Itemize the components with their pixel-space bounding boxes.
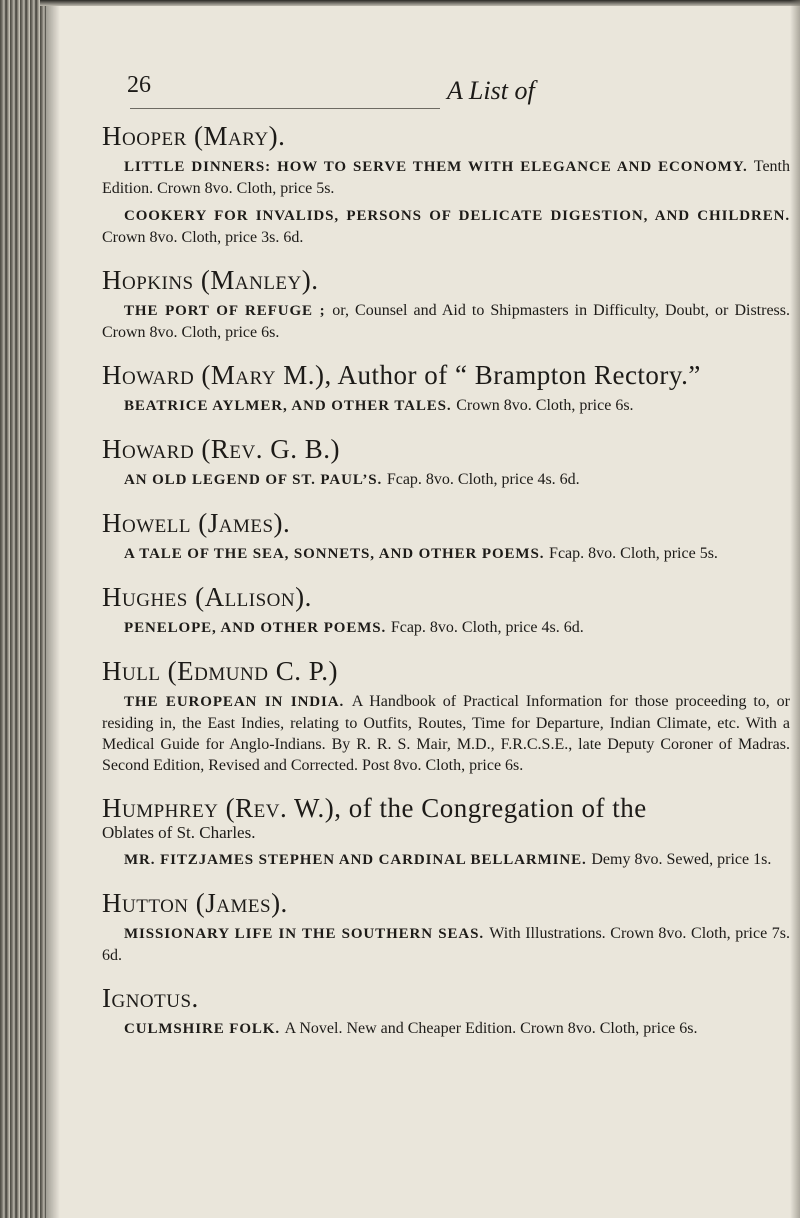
work-listing bbox=[100, 849, 790, 871]
author-heading: Hughes (Allison). bbox=[102, 582, 312, 612]
author-heading: Hopkins (Manley). bbox=[102, 265, 319, 295]
work-title: CULMSHIRE FOLK. bbox=[124, 1021, 285, 1037]
work-details: A Novel. New and Cheaper Edition. Crown 8vo. Cloth, price 6s. bbox=[284, 1020, 698, 1037]
author-affiliation: Oblates of St. Charles. bbox=[102, 823, 256, 842]
catalogue-entries bbox=[100, 118, 790, 1054]
work-title: A TALE OF THE SEA, SONNETS, AND OTHER POEMS. bbox=[124, 546, 550, 562]
work-listing bbox=[100, 156, 790, 199]
author-heading: Hull (Edmund C. P.) bbox=[102, 656, 338, 686]
page-right-edge bbox=[790, 0, 800, 1218]
work-details: With Illustrations. Crown 8vo. Cloth, price 7s. 6d. bbox=[102, 925, 790, 964]
running-head bbox=[127, 72, 787, 112]
catalogue-entry bbox=[100, 579, 790, 639]
author-note: of the Congregation of the bbox=[341, 793, 647, 823]
work-details: Fcap. 8vo. Cloth, price 5s. bbox=[549, 545, 718, 562]
work-title: COOKERY FOR INVALIDS, PERSONS OF DELICATE DIGESTION, AND CHILDREN. bbox=[124, 208, 790, 224]
work-details: Fcap. 8vo. Cloth, price 4s. 6d. bbox=[390, 619, 584, 636]
work-title: THE PORT OF REFUGE ; bbox=[124, 303, 333, 319]
work-listing bbox=[100, 543, 790, 565]
author-heading: Hooper (Mary). bbox=[102, 121, 286, 151]
catalogue-entry bbox=[100, 262, 790, 343]
work-listing bbox=[100, 205, 790, 248]
catalogue-entry bbox=[100, 885, 790, 966]
author-heading bbox=[102, 357, 790, 393]
catalogue-entry bbox=[100, 357, 790, 417]
catalogue-entry bbox=[100, 980, 790, 1040]
catalogue-entry bbox=[100, 118, 790, 248]
author-name: Howard (Mary M.), bbox=[102, 360, 332, 390]
page-number: 26 bbox=[127, 72, 151, 98]
work-details: Crown 8vo. Cloth, price 6s. bbox=[456, 397, 634, 414]
work-details: Fcap. 8vo. Cloth, price 4s. 6d. bbox=[386, 471, 580, 488]
page-top-edge bbox=[40, 0, 800, 6]
work-title: THE EUROPEAN IN INDIA. bbox=[124, 694, 352, 710]
work-details: A Handbook of Practical Information for those proceeding to, or residing in, the East Indies, relating to Outfits, Routes, Time for Departure, Indian Climate, etc. With a Medical Guide for Anglo-Indians. By R. R. S. Mair, M.D., F.R.C.S.E., late Deputy Coroner of Madras. Second Edition, Revised and Corrected. Post 8vo. Cloth, price 6s. bbox=[102, 693, 790, 774]
catalogue-entry bbox=[100, 653, 790, 776]
work-details: or, Counsel and Aid to Shipmasters in Difficulty, Doubt, or Distress. Crown 8vo. Cloth, price 6s. bbox=[102, 302, 790, 341]
work-listing bbox=[100, 617, 790, 639]
work-listing bbox=[100, 691, 790, 776]
work-title: BEATRICE AYLMER, AND OTHER TALES. bbox=[124, 398, 457, 414]
catalogue-entry bbox=[100, 790, 790, 871]
book-spine-gutter bbox=[0, 0, 46, 1218]
work-listing bbox=[100, 1018, 790, 1040]
work-title: MISSIONARY LIFE IN THE SOUTHERN SEAS. bbox=[124, 926, 490, 942]
work-details: Crown 8vo. Cloth, price 3s. 6d. bbox=[102, 229, 304, 246]
work-title: MR. FITZJAMES STEPHEN AND CARDINAL BELLARMINE. bbox=[124, 852, 592, 868]
work-details: Tenth Edition. Crown 8vo. Cloth, price 5s. bbox=[102, 158, 790, 197]
author-heading: Howard (Rev. G. B.) bbox=[102, 434, 340, 464]
catalogue-entry bbox=[100, 505, 790, 565]
catalogue-entry bbox=[100, 431, 790, 491]
work-listing bbox=[100, 469, 790, 491]
author-note: Author of “ Brampton Rectory.” bbox=[331, 360, 701, 390]
work-title: PENELOPE, AND OTHER POEMS. bbox=[124, 620, 391, 636]
author-heading bbox=[102, 790, 790, 826]
work-listing bbox=[100, 395, 790, 417]
work-title: AN OLD LEGEND OF ST. PAUL’S. bbox=[124, 472, 387, 488]
header-rule bbox=[130, 108, 440, 109]
author-heading: Hutton (James). bbox=[102, 888, 288, 918]
author-heading: Ignotus. bbox=[102, 983, 199, 1013]
work-listing bbox=[100, 300, 790, 343]
author-name: Humphrey (Rev. W.), bbox=[102, 793, 342, 823]
author-heading: Howell (James). bbox=[102, 508, 291, 538]
work-listing bbox=[100, 923, 790, 966]
work-details: Demy 8vo. Sewed, price 1s. bbox=[591, 851, 772, 868]
running-title: A List of bbox=[447, 76, 535, 105]
work-title: LITTLE DINNERS: HOW TO SERVE THEM WITH ELEGANCE AND ECONOMY. bbox=[124, 159, 754, 175]
